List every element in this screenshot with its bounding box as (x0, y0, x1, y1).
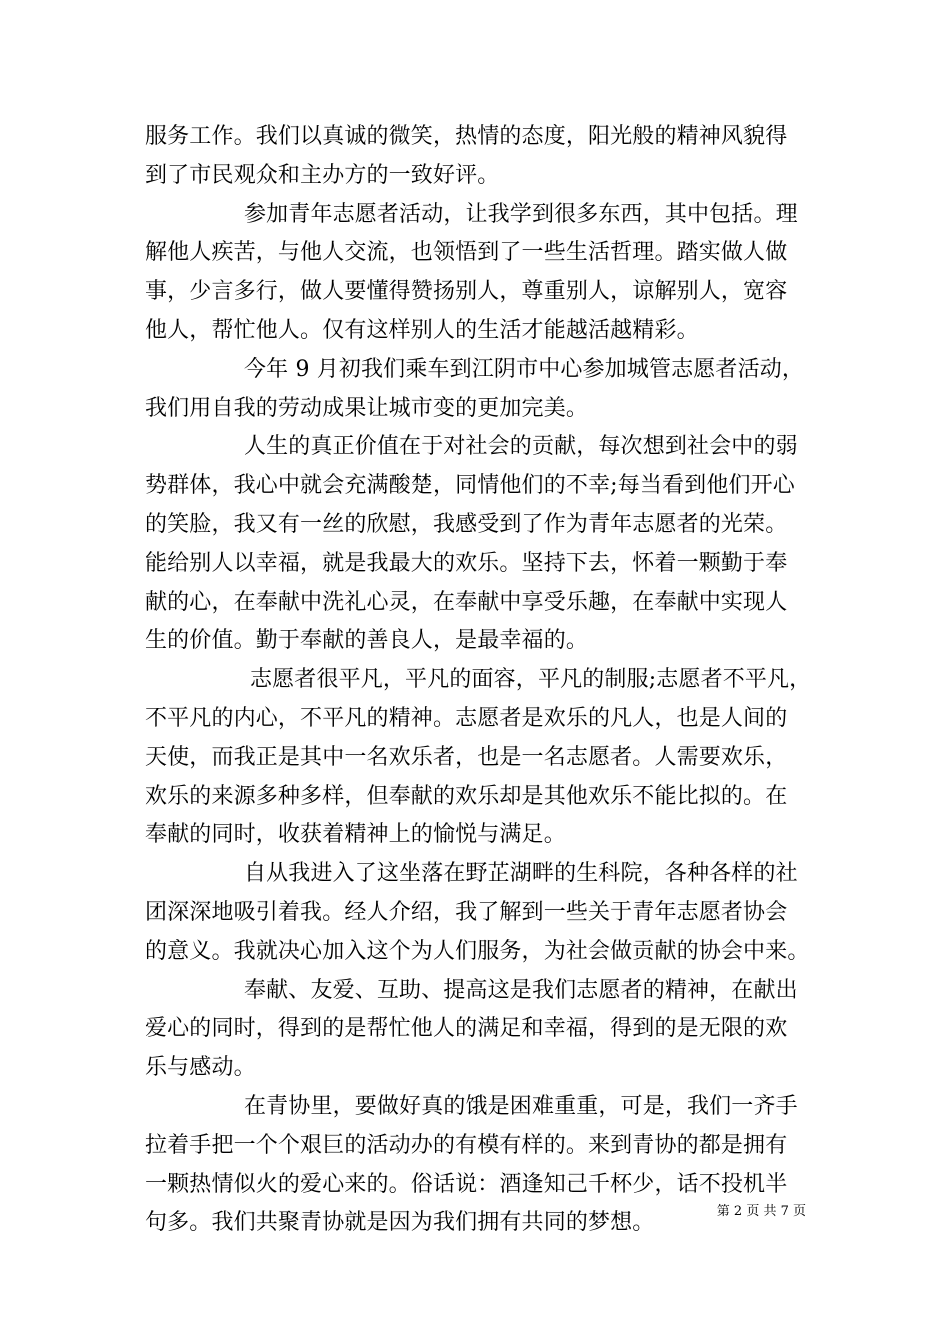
page-number: 第 2 页 共 7 页 (716, 1204, 806, 1219)
text-line: 不平凡的内心，不平凡的精神。志愿者是欢乐的凡人，也是人间的 (145, 705, 788, 731)
paragraph-start-line: 参加青年志愿者活动，让我学到很多东西，其中包括。理 (244, 201, 798, 227)
text-line: 一颗热情似火的爱心来的。俗话说：酒逢知己千杯少，话不投机半 (145, 1171, 788, 1197)
paragraph-start-line: 奉献、友爱、互助、提高这是我们志愿者的精神，在献出 (244, 977, 798, 1003)
paragraph-start-line: 今年 9 月初我们乘车到江阴市中心参加城管志愿者活动， (244, 356, 805, 382)
text-line: 到了市民观众和主办方的一致好评。 (145, 162, 500, 188)
paragraph-start-line: 人生的真正价值在于对社会的贡献，每次想到社会中的弱 (244, 434, 798, 460)
text-line: 句多。我们共聚青协就是因为我们拥有共同的梦想。 (145, 1210, 655, 1236)
text-line: 奉献的同时，收获着精神上的愉悦与满足。 (145, 822, 566, 848)
paragraph-start-line: 自从我进入了这坐落在野芷湖畔的生科院，各种各样的社 (244, 861, 798, 887)
text-line: 事，少言多行，做人要懂得赞扬别人，尊重别人，谅解别人，宽容 (145, 279, 788, 305)
text-line: 乐与感动。 (145, 1055, 256, 1081)
text-line: 服务工作。我们以真诚的微笑，热情的态度，阳光般的精神风貌得 (145, 124, 788, 149)
paragraph-start-line: 在青协里，要做好真的饿是困难重重，可是，我们一齐手 (244, 1093, 798, 1119)
document-body (145, 118, 817, 1243)
text-line: 势群体，我心中就会充满酸楚，同情他们的不幸;每当看到他们开心 (145, 473, 795, 499)
text-line: 拉着手把一个个艰巨的活动办的有模有样的。来到青协的都是拥有 (145, 1132, 788, 1158)
text-line: 生的价值。勤于奉献的善良人，是最幸福的。 (145, 628, 589, 654)
text-line: 爱心的同时，得到的是帮忙他人的满足和幸福，得到的是无限的欢 (145, 1016, 788, 1042)
text-line: 的意义。我就决心加入这个为人们服务，为社会做贡献的协会中来。 (145, 938, 810, 964)
paragraph-start-line: 志愿者很平凡，平凡的面容，平凡的制服;志愿者不平凡， (250, 667, 812, 693)
text-line: 他人，帮忙他人。仅有这样别人的生活才能越活越精彩。 (145, 317, 699, 343)
text-line: 解他人疾苦，与他人交流，也领悟到了一些生活哲理。踏实做人做 (145, 240, 788, 266)
text-line: 我们用自我的劳动成果让城市变的更加完美。 (145, 395, 589, 421)
text-line: 的笑脸，我又有一丝的欣慰，我感受到了作为青年志愿者的光荣。 (145, 511, 788, 537)
text-line: 天使，而我正是其中一名欢乐者，也是一名志愿者。人需要欢乐， (145, 744, 788, 770)
text-line: 欢乐的来源多种多样，但奉献的欢乐却是其他欢乐不能比拟的。在 (145, 783, 788, 809)
text-line: 能给别人以幸福，就是我最大的欢乐。坚持下去，怀着一颗勤于奉 (145, 550, 788, 576)
text-line: 献的心，在奉献中洗礼心灵，在奉献中享受乐趣，在奉献中实现人 (145, 589, 788, 615)
text-line: 团深深地吸引着我。经人介绍，我了解到一些关于青年志愿者协会 (145, 899, 788, 925)
